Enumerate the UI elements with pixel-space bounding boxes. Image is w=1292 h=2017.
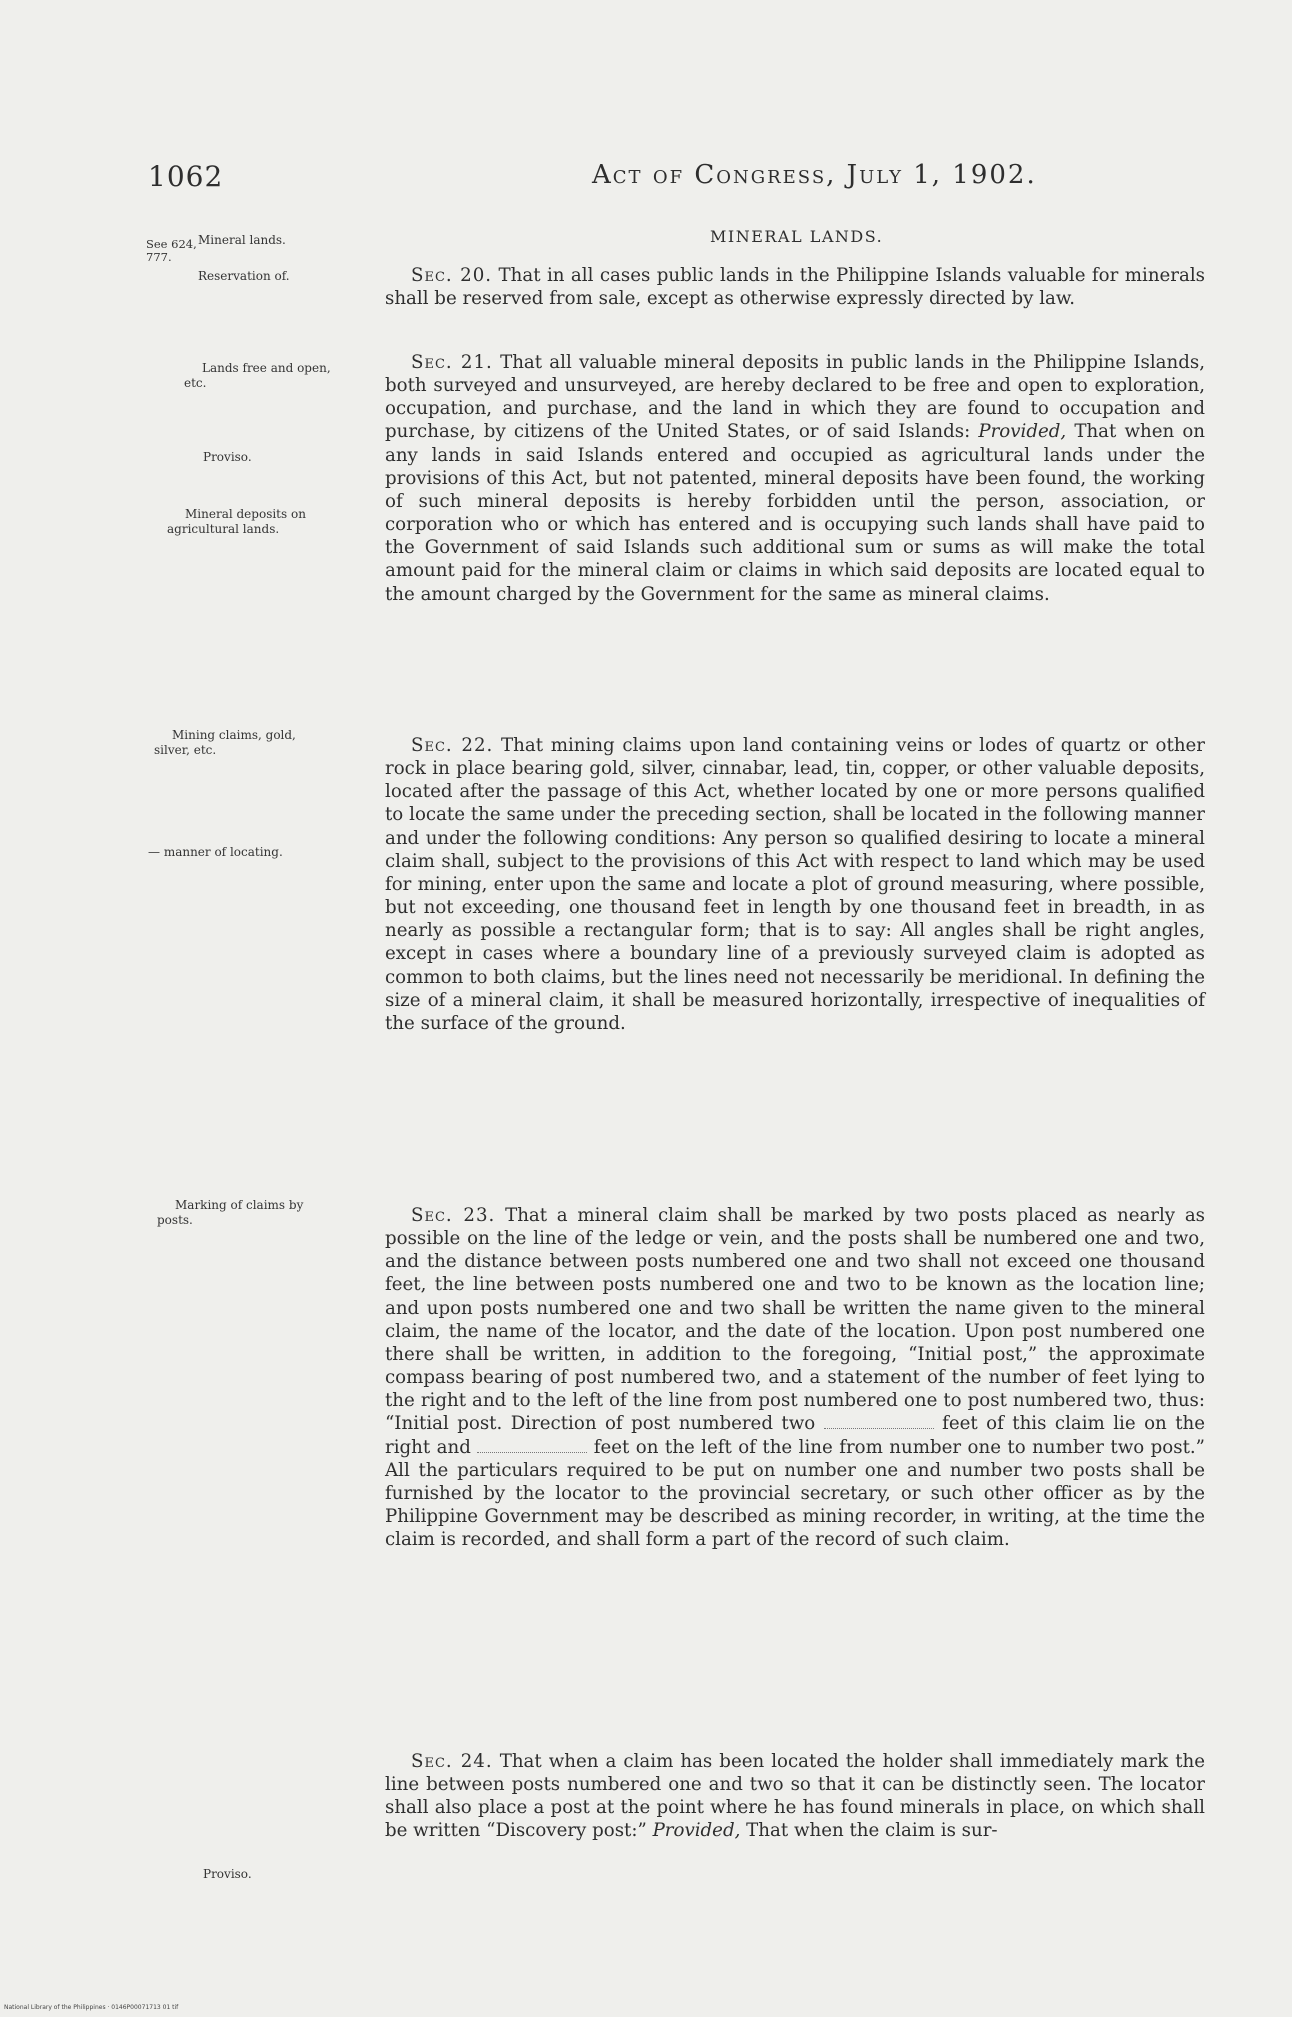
margin-note-manner-of-locating: — manner of locating.	[148, 845, 283, 859]
margin-note-proviso: Proviso.	[203, 1867, 252, 1881]
cross-reference	[146, 238, 197, 264]
paragraph-text: feet on the left of the line from number one to number two post.” All the particulars required to be put on number one and number two posts shall be furnished by the locator to the provincial secretary, or such other officer as by the Philippine Government may be described as mining recorder, in writing, at the time the claim is recorded, and shall form a part of the record of such claim.	[385, 1436, 1205, 1551]
cross-reference-line: See 624,	[146, 237, 197, 251]
paragraph-text: That a mineral claim shall be marked by two posts placed as nearly as possible on the line of the ledge or vein, and the posts shall be numbered one and two, and the distance between posts numbered one and two shall not exceed one thousand feet, the line between posts numbered one and two to be known as the location line; and upon posts numbered one and two shall be written the name given to the mineral claim, the name of the locator, and the date of the location. Upon post numbered one there shall be written, in addition to the foregoing, “Initial post,” the approximate compass bearing of post numbered two, and a statement of the number of feet lying to the right and to the left of the line from post numbered one to post numbered two, thus: “Initial post. Direction of post numbered two	[385, 1205, 1205, 1435]
fill-in-blank	[477, 1440, 587, 1453]
section-24-paragraph	[385, 1750, 1205, 1843]
section-label: Sec. 20.	[411, 265, 493, 286]
margin-note-mineral-lands: Mineral lands.	[198, 233, 286, 247]
paragraph-text: That when a claim has been located the holder shall immediately mark the line between posts numbered one and two so that it can be distinctly seen. The locator shall also place a post at the point where he has found minerals in place, on which shall be written “Discovery post:”	[385, 1751, 1205, 1842]
margin-note-lands-free: Lands free and open, etc.	[184, 361, 331, 390]
cross-reference-line: 777.	[146, 250, 172, 264]
margin-note-mining-claims: Mining claims, gold, silver, etc.	[154, 728, 296, 757]
paragraph-text: That all valuable mineral deposits in public lands in the Philippine Islands, both surveyed and unsurveyed, are hereby declared to be free and open to exploration, occupation, and purchase, and the land in which they are found to occupation and purchase, by citizens of the United States, or of said Islands:	[385, 352, 1205, 443]
proviso-word: Provided,	[652, 1820, 741, 1842]
paragraph-text: That mining claims upon land containing veins or lodes of quartz or other rock in place bearing gold, silver, cinnabar, lead, tin, copper, or other valuable deposits, located after the passage of this Act, whether located by one or more persons qualified to locate the same under the preceding section, shall be located in the following manner and under the following conditions: Any person so qualified desiring to locate a mineral claim shall, subject to the provisions of this Act with respect to land which may be used for mining, enter upon the same and locate a plot of ground measuring, where possible, but not exceeding, one thousand feet in length by one thousand feet in breadth, in as nearly as possible a rectangular form; that is to say: All angles shall be right angles, except in cases where a boundary line of a previously surveyed claim is adopted as common to both claims, but the lines need not necessarily be meridional. In defining the size of a mineral claim, it shall be measured horizontally, irrespective of inequalities of the surface of the ground.	[385, 735, 1205, 1034]
running-head: Act of Congress, July 1, 1902.	[592, 160, 1037, 190]
fill-in-blank	[824, 1416, 934, 1429]
margin-note-reservation: Reservation of.	[198, 269, 290, 283]
scan-credit: National Library of the Philippines · 0146P00071713 01 tif	[4, 2004, 179, 2011]
margin-note-proviso: Proviso.	[203, 450, 252, 464]
page-number: 1062	[148, 160, 224, 193]
section-23-paragraph	[385, 1204, 1205, 1551]
paragraph-text: That in all cases public lands in the Philippine Islands valuable for minerals shall be reserved from sale, except as otherwise expressly directed by law.	[385, 265, 1205, 310]
section-label: Sec. 23.	[411, 1205, 496, 1226]
section-label: Sec. 21.	[411, 352, 493, 373]
margin-note-marking-of-claims: Marking of claims by posts.	[157, 1198, 304, 1227]
section-21-paragraph	[385, 351, 1205, 606]
margin-note-mineral-deposits: Mineral deposits on agricultural lands.	[167, 507, 306, 536]
paragraph-text: feet of this claim lie on the right and	[385, 1413, 1205, 1458]
section-20-paragraph	[385, 264, 1205, 310]
section-heading: MINERAL LANDS.	[710, 227, 884, 246]
section-label: Sec. 22.	[411, 735, 494, 756]
proviso-word: Provided,	[978, 421, 1067, 443]
paragraph-text: That when on any lands in said Islands entered and occupied as agricultural lands under the provisions of this Act, but not patented, mineral deposits have been found, the working of such mineral deposits is hereby forbidden until the person, association, or corporation who or which has entered and is occupying such lands shall have paid to the Government of said Islands such additional sum or sums as will make the total amount paid for the mineral claim or claims in which said deposits are located equal to the amount charged by the Government for the same as mineral claims.	[385, 421, 1205, 605]
paragraph-text: That when the claim is sur-	[746, 1820, 998, 1842]
section-label: Sec. 24.	[411, 1751, 493, 1772]
section-22-paragraph	[385, 734, 1205, 1035]
